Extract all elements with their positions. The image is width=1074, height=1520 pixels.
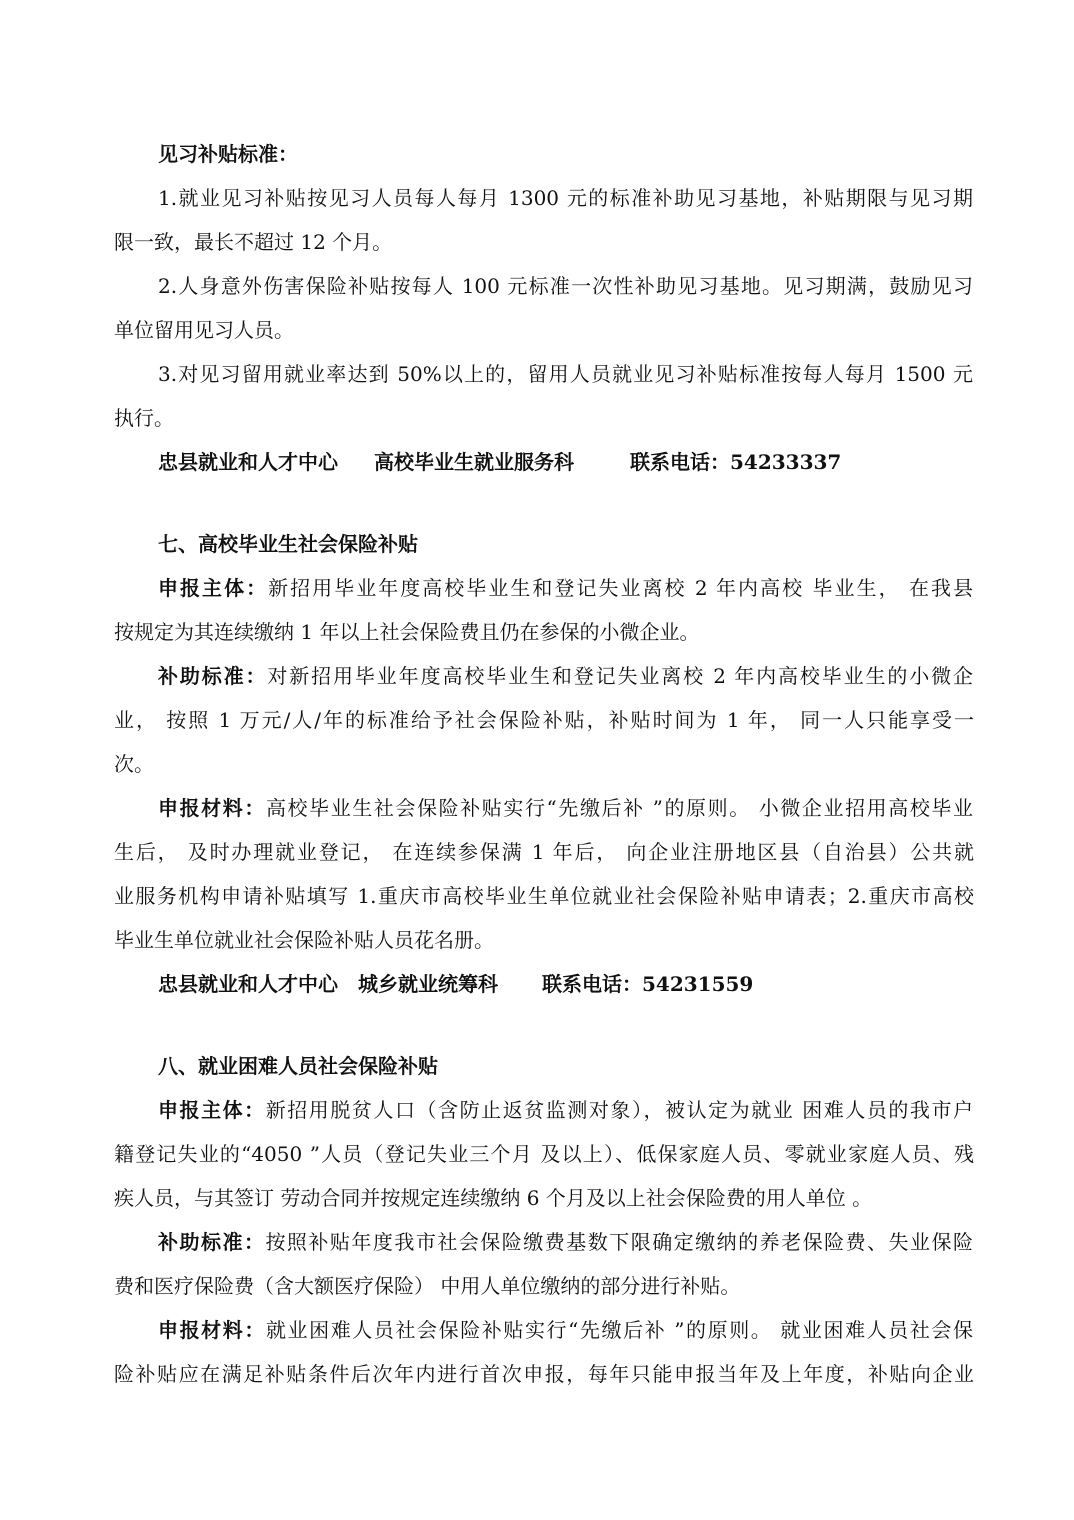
field-label: 申报材料：	[158, 1318, 266, 1342]
paragraph-line: 3.对见习留用就业率达到 50%以上的，留用人员就业见习补贴标准按每人每月 1500 元	[158, 362, 973, 386]
paragraph-line: 籍登记失业的“4050 ”人员（登记失业三个月 及以上）、低保家庭人员、零就业家庭人员、残	[114, 1142, 974, 1166]
field-text: 按照补贴年度我市社会保险缴费基数下限确定缴纳的养老保险费、失业保险	[265, 1230, 974, 1254]
paragraph-line: 1.就业见习补贴按见习人员每人每月 1300 元的标准补助见习基地，补贴期限与见习期	[158, 186, 973, 210]
paragraph-line: 业服务机构申请补贴填写 1.重庆市高校毕业生单位就业社会保险补贴申请表；2.重庆市高校	[114, 884, 974, 908]
field-text: 新招用毕业年度高校毕业生和登记失业离校 2 年内高校 毕业生， 在我县	[268, 576, 974, 600]
paragraph-line: 执行。	[114, 406, 174, 430]
contact-line	[158, 970, 753, 998]
paragraph-line: 毕业生单位就业社会保险补贴人员花名册。	[114, 928, 494, 952]
contact-org: 忠县就业和人才中心	[158, 450, 338, 474]
contact-dept: 高校毕业生就业服务科	[374, 450, 574, 474]
paragraph-line	[158, 1228, 973, 1256]
field-text: 对新招用毕业年度高校毕业生和登记失业离校 2 年内高校毕业生的小微企	[267, 664, 973, 688]
field-label: 补助标准：	[158, 1230, 266, 1254]
paragraph-line	[158, 662, 973, 690]
contact-org: 忠县就业和人才中心	[158, 972, 338, 996]
paragraph-line: 限一致，最长不超过 12 个月。	[114, 230, 393, 254]
paragraph-line	[158, 794, 973, 822]
paragraph-line: 次。	[114, 752, 154, 776]
paragraph-line	[158, 1316, 973, 1344]
section-title: 八、就业困难人员社会保险补贴	[158, 1054, 438, 1078]
field-label: 补助标准：	[158, 664, 268, 688]
contact-phone-label: 联系电话：	[630, 450, 730, 474]
paragraph-line: 费和医疗保险费（含大额医疗保险） 中用人单位缴纳的部分进行补贴。	[114, 1274, 741, 1298]
field-text: 就业困难人员社会保险补贴实行“先缴后补 ”的原则。 就业困难人员社会保	[265, 1318, 974, 1342]
paragraph-line: 业， 按照 1 万元/人/年的标准给予社会保险补贴，补贴时间为 1 年， 同一人只能享受一	[114, 708, 974, 732]
field-label: 申报材料：	[158, 796, 266, 820]
contact-phone-label: 联系电话：	[542, 972, 642, 996]
paragraph-line: 单位留用见习人员。	[114, 318, 294, 342]
field-label: 申报主体：	[158, 576, 269, 600]
paragraph-line: 疾人员，与其签订 劳动合同并按规定连续缴纳 6 个月及以上社会保险费的用人单位 。	[114, 1186, 873, 1210]
field-text: 新招用脱贫人口（含防止返贫监测对象），被认定为就业 困难人员的我市户	[265, 1098, 974, 1122]
contact-dept: 城乡就业统筹科	[358, 972, 498, 996]
paragraph-line: 生后， 及时办理就业登记， 在连续参保满 1 年后， 向企业注册地区县（自治县）公共就	[114, 840, 974, 864]
contact-line	[158, 448, 841, 476]
field-text: 高校毕业生社会保险补贴实行“先缴后补 ”的原则。 小微企业招用高校毕业	[265, 796, 974, 820]
paragraph-line	[158, 574, 973, 602]
paragraph-line: 险补贴应在满足补贴条件后次年内进行首次申报，每年只能申报当年及上年度，补贴向企业	[114, 1362, 974, 1386]
paragraph-line	[158, 1096, 973, 1124]
subsidy-standard-heading: 见习补贴标准：	[158, 142, 298, 166]
paragraph-line: 2.人身意外伤害保险补贴按每人 100 元标准一次性补助见习基地。见习期满，鼓励见习	[158, 274, 973, 298]
paragraph-line: 按规定为其连续缴纳 1 年以上社会保险费且仍在参保的小微企业。	[114, 620, 700, 644]
contact-phone: 54231559	[642, 972, 754, 996]
contact-phone: 54233337	[730, 450, 842, 474]
field-label: 申报主体：	[158, 1098, 266, 1122]
section-title: 七、高校毕业生社会保险补贴	[158, 532, 418, 556]
